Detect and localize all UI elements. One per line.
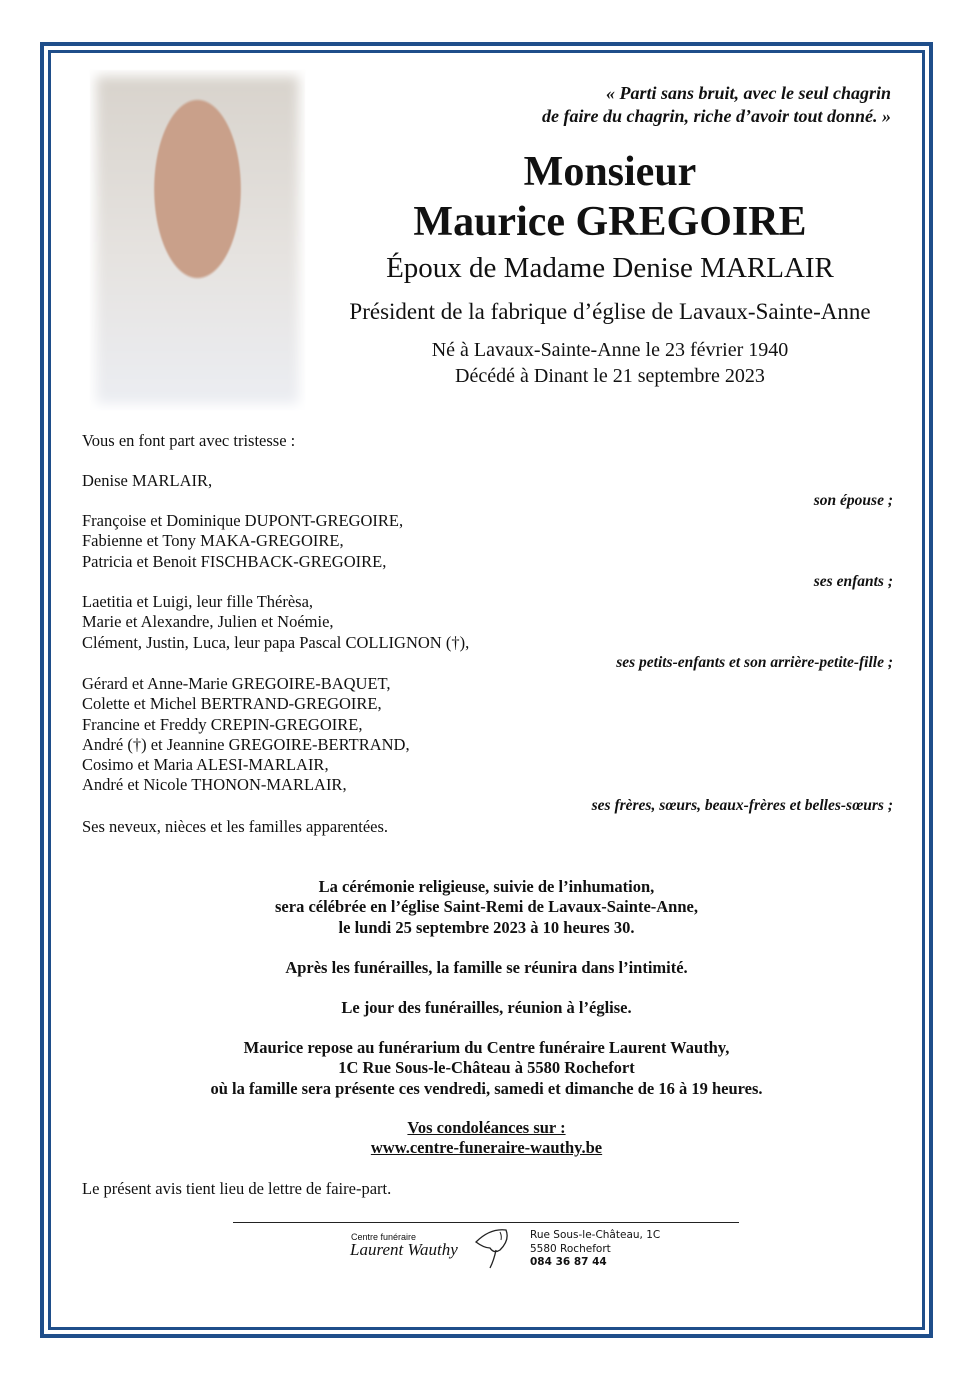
closing: Le présent avis tient lieu de lettre de faire-part. — [82, 1179, 392, 1198]
name-line: André (†) et Jeannine GREGOIRE-BERTRAND, — [82, 734, 410, 754]
name-line: Fabienne et Tony MAKA-GREGOIRE, — [82, 531, 344, 551]
quote — [542, 82, 891, 128]
names-group — [82, 511, 403, 572]
name-line: Francine et Freddy CREPIN-GREGOIRE, — [82, 714, 363, 734]
condolences-label: Vos condoléances sur : — [407, 1118, 566, 1137]
relation: ses enfants ; — [813, 573, 893, 590]
born: Né à Lavaux-Sainte-Anne le 23 février 1940 — [431, 339, 789, 361]
name-line: Gérard et Anne-Marie GREGOIRE-BAQUET, — [82, 674, 391, 693]
info-line: Maurice repose au funérarium du Centre funéraire Laurent Wauthy, — [243, 1038, 730, 1057]
relation: ses frères, sœurs, beaux-frères et belles-sœurs ; — [591, 797, 893, 814]
name-line: André et Nicole THONON-MARLAIR, — [82, 775, 347, 795]
after-funeral: Après les funérailles, la famille se réunira dans l’intimité. — [285, 958, 688, 977]
condolences-link[interactable]: www.centre-funeraire-wauthy.be — [370, 1138, 603, 1157]
ceremony-line: sera célébrée en l’église Saint-Remi de Lavaux-Sainte-Anne, — [275, 897, 698, 917]
intro: Vous en font part avec tristesse : — [82, 431, 296, 450]
relation: ses petits-enfants et son arrière-petite-fille ; — [616, 654, 893, 671]
name-line: Cosimo et Maria ALESI-MARLAIR, — [82, 755, 329, 775]
quote-line: de faire du chagrin, riche d’avoir tout donné. » — [541, 106, 891, 126]
title: Monsieur — [523, 149, 697, 195]
ceremony-line: La cérémonie religieuse, suivie de l’inhumation, — [318, 877, 655, 896]
footer-divider — [233, 1222, 739, 1223]
names-group — [82, 674, 410, 796]
portrait-photo — [90, 70, 305, 410]
phone: 084 36 87 44 — [530, 1256, 607, 1268]
names-group — [82, 592, 469, 653]
deceased-name: Maurice GREGOIRE — [413, 199, 807, 245]
name-line: Colette et Michel BERTRAND-GREGOIRE, — [82, 694, 382, 714]
info-line: où la famille sera présente ces vendredi, samedi et dimanche de 16 à 19 heures. — [210, 1078, 763, 1098]
logo-name: Laurent Wauthy — [350, 1240, 458, 1259]
address-line: 5580 Rochefort — [530, 1242, 611, 1255]
name-line: Françoise et Dominique DUPONT-GREGOIRE, — [82, 511, 404, 530]
ceremony-line: le lundi 25 septembre 2023 à 10 heures 30. — [338, 917, 635, 937]
name-line: Clément, Justin, Luca, leur papa Pascal COLLIGNON (†), — [82, 632, 470, 652]
calla-lily-icon — [472, 1226, 512, 1270]
relation: son épouse ; — [813, 492, 893, 509]
role: Président de la fabrique d’église de Lavaux-Sainte-Anne — [349, 299, 871, 324]
footer-address — [530, 1229, 660, 1270]
name-line: Laetitia et Luigi, leur fille Thérèsa, — [82, 592, 314, 611]
meeting: Le jour des funérailles, réunion à l’église. — [341, 998, 632, 1017]
logo-caption: Centre funéraire — [351, 1232, 417, 1242]
quote-line: « Parti sans bruit, avec le seul chagrin — [605, 83, 891, 103]
name-line: Denise MARLAIR, — [82, 471, 213, 490]
address-line: Rue Sous-le-Château, 1C — [530, 1229, 661, 1241]
name-line: Marie et Alexandre, Julien et Noémie, — [82, 612, 334, 632]
name-line: Patricia et Benoit FISCHBACK-GREGOIRE, — [82, 551, 387, 571]
ceremony — [48, 877, 925, 938]
names-group — [82, 471, 212, 491]
funerarium-info — [48, 1038, 925, 1099]
others: Ses neveux, nièces et les familles apparentées. — [82, 817, 389, 836]
died: Décédé à Dinant le 21 septembre 2023 — [455, 365, 765, 387]
info-line: 1C Rue Sous-le-Château à 5580 Rochefort — [338, 1058, 635, 1078]
spouse: Époux de Madame Denise MARLAIR — [386, 252, 834, 284]
